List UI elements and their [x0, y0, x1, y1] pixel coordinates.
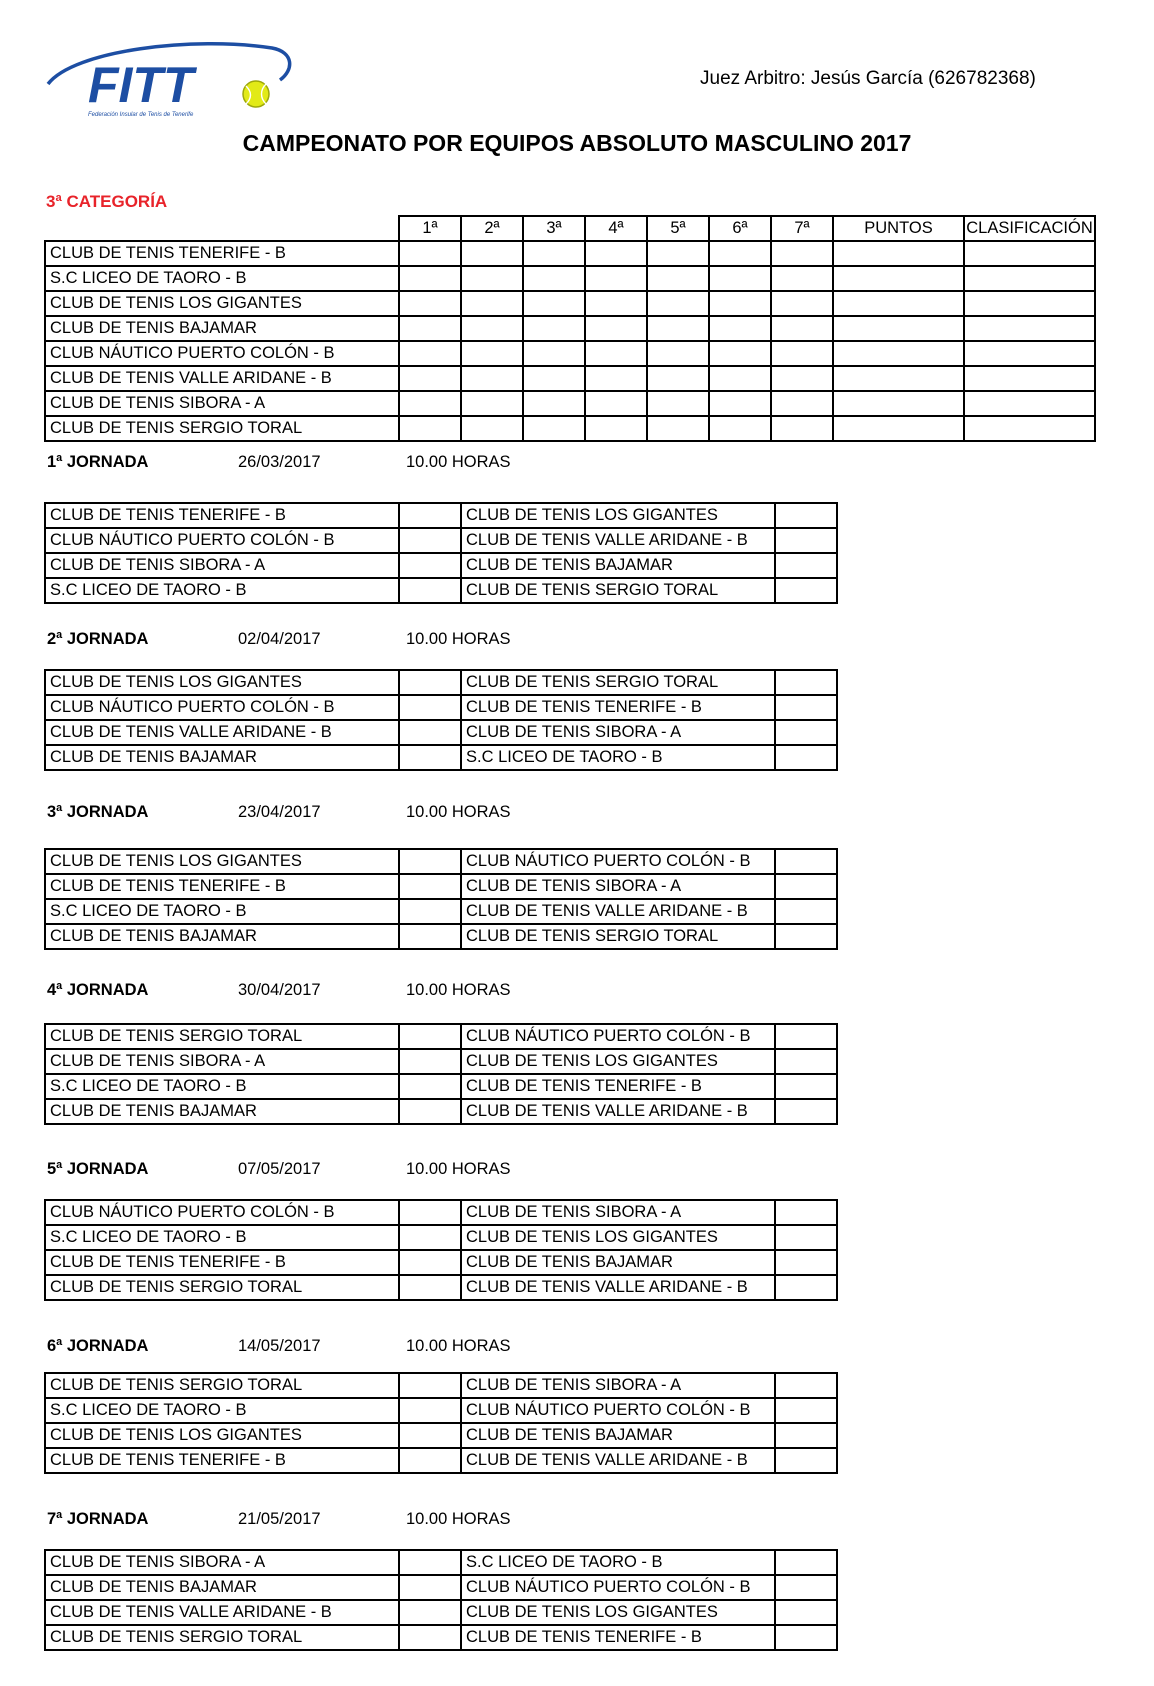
away-score-cell [775, 670, 837, 695]
match-row [45, 1398, 837, 1423]
result-cell [399, 291, 461, 316]
round-date: 21/05/2017 [238, 1510, 321, 1528]
round-time: 10.00 HORAS [406, 981, 511, 999]
match-row [45, 745, 837, 770]
team-name: CLUB DE TENIS BAJAMAR [45, 316, 399, 341]
home-team: CLUB DE TENIS SERGIO TORAL [45, 1275, 399, 1300]
away-score-cell [775, 1074, 837, 1099]
matches-table [44, 1023, 838, 1125]
match-row [45, 1600, 837, 1625]
match-row [45, 1074, 837, 1099]
category-label: 3ª CATEGORÍA [46, 192, 168, 211]
round-date: 07/05/2017 [238, 1160, 321, 1178]
standings-header-row [45, 216, 1095, 241]
match-row [45, 1250, 837, 1275]
round-date: 23/04/2017 [238, 803, 321, 821]
home-score-cell [399, 1074, 461, 1099]
result-cell [647, 316, 709, 341]
home-score-cell [399, 503, 461, 528]
page-title: CAMPEONATO POR EQUIPOS ABSOLUTO MASCULINO 2017 [242, 130, 912, 156]
result-cell [771, 366, 833, 391]
away-team: CLUB DE TENIS SIBORA - A [461, 1200, 775, 1225]
team-name: CLUB DE TENIS SERGIO TORAL [45, 416, 399, 441]
home-score-cell [399, 1200, 461, 1225]
home-score-cell [399, 1099, 461, 1124]
home-team: CLUB NÁUTICO PUERTO COLÓN - B [45, 1200, 399, 1225]
away-team: CLUB DE TENIS LOS GIGANTES [461, 1049, 775, 1074]
away-score-cell [775, 1225, 837, 1250]
round-header [0, 1157, 1154, 1181]
result-cell [709, 391, 771, 416]
home-score-cell [399, 1250, 461, 1275]
home-score-cell [399, 1550, 461, 1575]
result-cell [523, 416, 585, 441]
matches-table [44, 669, 838, 771]
standings-column-header: 1ª [399, 216, 461, 241]
result-cell [585, 266, 647, 291]
result-cell [523, 291, 585, 316]
round-time: 10.00 HORAS [406, 1337, 511, 1355]
away-score-cell [775, 1550, 837, 1575]
away-team: CLUB DE TENIS SIBORA - A [461, 720, 775, 745]
home-team: CLUB DE TENIS SIBORA - A [45, 1049, 399, 1074]
logo-subtitle: Federación Insular de Tenis de Tenerife [88, 112, 194, 118]
match-row [45, 1275, 837, 1300]
match-row [45, 1200, 837, 1225]
away-team: CLUB DE TENIS VALLE ARIDANE - B [461, 1448, 775, 1473]
standings-row [45, 416, 1095, 441]
match-row [45, 1099, 837, 1124]
home-team: S.C LICEO DE TAORO - B [45, 899, 399, 924]
home-score-cell [399, 578, 461, 603]
result-cell [523, 341, 585, 366]
result-cell [399, 391, 461, 416]
away-score-cell [775, 1373, 837, 1398]
match-row [45, 1448, 837, 1473]
home-score-cell [399, 1448, 461, 1473]
away-team: CLUB NÁUTICO PUERTO COLÓN - B [461, 1398, 775, 1423]
result-cell [771, 291, 833, 316]
result-cell [964, 391, 1095, 416]
home-score-cell [399, 1575, 461, 1600]
away-score-cell [775, 1024, 837, 1049]
result-cell [399, 266, 461, 291]
standings-column-header: PUNTOS [833, 216, 964, 241]
round-time: 10.00 HORAS [406, 1160, 511, 1178]
matches-table [44, 1549, 838, 1651]
home-team: CLUB DE TENIS SIBORA - A [45, 553, 399, 578]
round-time: 10.00 HORAS [406, 453, 511, 471]
away-team: CLUB DE TENIS SERGIO TORAL [461, 578, 775, 603]
match-row [45, 1049, 837, 1074]
team-name: CLUB NÁUTICO PUERTO COLÓN - B [45, 341, 399, 366]
match-row [45, 1550, 837, 1575]
away-team: CLUB DE TENIS SIBORA - A [461, 1373, 775, 1398]
result-cell [461, 416, 523, 441]
result-cell [399, 366, 461, 391]
standings-column-header: 2ª [461, 216, 523, 241]
away-score-cell [775, 1099, 837, 1124]
round-label: 6ª JORNADA [47, 1337, 149, 1355]
home-score-cell [399, 924, 461, 949]
away-team: CLUB DE TENIS LOS GIGANTES [461, 1225, 775, 1250]
round-date: 26/03/2017 [238, 453, 321, 471]
result-cell [523, 241, 585, 266]
result-cell [709, 316, 771, 341]
fitt-logo [44, 40, 300, 120]
standings-row [45, 391, 1095, 416]
result-cell [833, 291, 964, 316]
match-row [45, 874, 837, 899]
standings-column-header: 6ª [709, 216, 771, 241]
result-cell [709, 241, 771, 266]
away-score-cell [775, 874, 837, 899]
home-team: CLUB DE TENIS VALLE ARIDANE - B [45, 1600, 399, 1625]
result-cell [399, 416, 461, 441]
standings-row [45, 341, 1095, 366]
result-cell [399, 316, 461, 341]
away-score-cell [775, 849, 837, 874]
away-score-cell [775, 899, 837, 924]
home-team: CLUB DE TENIS BAJAMAR [45, 745, 399, 770]
round-header [0, 627, 1154, 651]
result-cell [399, 241, 461, 266]
team-name: CLUB DE TENIS TENERIFE - B [45, 241, 399, 266]
home-team: CLUB DE TENIS VALLE ARIDANE - B [45, 720, 399, 745]
home-team: CLUB DE TENIS BAJAMAR [45, 1099, 399, 1124]
result-cell [647, 266, 709, 291]
result-cell [964, 416, 1095, 441]
home-team: CLUB DE TENIS LOS GIGANTES [45, 849, 399, 874]
match-row [45, 528, 837, 553]
standings-row [45, 366, 1095, 391]
away-score-cell [775, 720, 837, 745]
result-cell [461, 391, 523, 416]
round-time: 10.00 HORAS [406, 630, 511, 648]
home-score-cell [399, 553, 461, 578]
away-score-cell [775, 745, 837, 770]
result-cell [585, 291, 647, 316]
away-score-cell [775, 1423, 837, 1448]
away-score-cell [775, 1200, 837, 1225]
away-team: CLUB DE TENIS BAJAMAR [461, 1250, 775, 1275]
result-cell [771, 266, 833, 291]
home-team: CLUB NÁUTICO PUERTO COLÓN - B [45, 528, 399, 553]
standings-row [45, 316, 1095, 341]
home-score-cell [399, 1049, 461, 1074]
round-label: 1ª JORNADA [47, 453, 149, 471]
result-cell [771, 241, 833, 266]
result-cell [461, 366, 523, 391]
home-score-cell [399, 695, 461, 720]
result-cell [833, 241, 964, 266]
result-cell [771, 391, 833, 416]
result-cell [964, 266, 1095, 291]
result-cell [964, 341, 1095, 366]
result-cell [585, 341, 647, 366]
home-score-cell [399, 1423, 461, 1448]
result-cell [771, 316, 833, 341]
result-cell [964, 316, 1095, 341]
match-row [45, 1575, 837, 1600]
home-score-cell [399, 1625, 461, 1650]
match-row [45, 670, 837, 695]
standings-row [45, 266, 1095, 291]
match-row [45, 1423, 837, 1448]
round-date: 02/04/2017 [238, 630, 321, 648]
round-label: 3ª JORNADA [47, 803, 149, 821]
result-cell [833, 266, 964, 291]
round-label: 5ª JORNADA [47, 1160, 149, 1178]
standings-column-header: 5ª [647, 216, 709, 241]
result-cell [709, 366, 771, 391]
result-cell [523, 266, 585, 291]
result-cell [461, 291, 523, 316]
away-team: CLUB DE TENIS VALLE ARIDANE - B [461, 1275, 775, 1300]
away-team: CLUB DE TENIS VALLE ARIDANE - B [461, 1099, 775, 1124]
home-team: CLUB DE TENIS TENERIFE - B [45, 1250, 399, 1275]
referee-info: Juez Arbitro: Jesús García (626782368) [700, 68, 1036, 89]
result-cell [585, 391, 647, 416]
away-team: CLUB DE TENIS LOS GIGANTES [461, 503, 775, 528]
home-team: CLUB DE TENIS SIBORA - A [45, 1550, 399, 1575]
away-team: CLUB DE TENIS SERGIO TORAL [461, 924, 775, 949]
away-team: CLUB NÁUTICO PUERTO COLÓN - B [461, 849, 775, 874]
round-date: 30/04/2017 [238, 981, 321, 999]
result-cell [523, 366, 585, 391]
match-row [45, 578, 837, 603]
away-score-cell [775, 503, 837, 528]
home-team: CLUB DE TENIS LOS GIGANTES [45, 670, 399, 695]
away-score-cell [775, 1275, 837, 1300]
home-score-cell [399, 874, 461, 899]
standings-table [44, 215, 1096, 442]
logo-text: FITT [88, 57, 194, 113]
away-team: CLUB DE TENIS SERGIO TORAL [461, 670, 775, 695]
match-row [45, 1024, 837, 1049]
away-team: CLUB DE TENIS BAJAMAR [461, 1423, 775, 1448]
home-score-cell [399, 1225, 461, 1250]
away-team: CLUB NÁUTICO PUERTO COLÓN - B [461, 1575, 775, 1600]
result-cell [964, 241, 1095, 266]
round-label: 2ª JORNADA [47, 630, 149, 648]
team-name: CLUB DE TENIS LOS GIGANTES [45, 291, 399, 316]
away-team: CLUB DE TENIS SIBORA - A [461, 874, 775, 899]
home-team: CLUB DE TENIS LOS GIGANTES [45, 1423, 399, 1448]
away-score-cell [775, 1250, 837, 1275]
away-team: CLUB DE TENIS VALLE ARIDANE - B [461, 899, 775, 924]
away-score-cell [775, 1625, 837, 1650]
result-cell [833, 416, 964, 441]
home-score-cell [399, 1275, 461, 1300]
matches-table [44, 1199, 838, 1301]
away-score-cell [775, 1600, 837, 1625]
home-team: S.C LICEO DE TAORO - B [45, 1398, 399, 1423]
result-cell [964, 291, 1095, 316]
round-header [0, 1507, 1154, 1531]
result-cell [833, 366, 964, 391]
home-score-cell [399, 1398, 461, 1423]
home-score-cell [399, 528, 461, 553]
home-team: CLUB NÁUTICO PUERTO COLÓN - B [45, 695, 399, 720]
result-cell [523, 391, 585, 416]
result-cell [709, 266, 771, 291]
team-name: S.C LICEO DE TAORO - B [45, 266, 399, 291]
away-score-cell [775, 553, 837, 578]
match-row [45, 553, 837, 578]
round-label: 4ª JORNADA [47, 981, 149, 999]
result-cell [833, 391, 964, 416]
home-team: S.C LICEO DE TAORO - B [45, 1074, 399, 1099]
matches-table [44, 502, 838, 604]
result-cell [461, 241, 523, 266]
round-date: 14/05/2017 [238, 1337, 321, 1355]
matches-table [44, 848, 838, 950]
result-cell [461, 341, 523, 366]
result-cell [399, 341, 461, 366]
result-cell [647, 341, 709, 366]
match-row [45, 1225, 837, 1250]
standings-row [45, 291, 1095, 316]
match-row [45, 849, 837, 874]
result-cell [461, 316, 523, 341]
home-score-cell [399, 720, 461, 745]
home-score-cell [399, 670, 461, 695]
round-header [0, 450, 1154, 474]
result-cell [964, 366, 1095, 391]
home-score-cell [399, 849, 461, 874]
result-cell [585, 366, 647, 391]
result-cell [647, 241, 709, 266]
result-cell [709, 291, 771, 316]
standings-column-header: 4ª [585, 216, 647, 241]
round-header [0, 800, 1154, 824]
round-header [0, 1334, 1154, 1358]
home-team: CLUB DE TENIS SERGIO TORAL [45, 1373, 399, 1398]
away-score-cell [775, 578, 837, 603]
result-cell [585, 416, 647, 441]
away-team: CLUB DE TENIS VALLE ARIDANE - B [461, 528, 775, 553]
standings-row [45, 241, 1095, 266]
match-row [45, 1373, 837, 1398]
home-team: CLUB DE TENIS SERGIO TORAL [45, 1625, 399, 1650]
round-header [0, 978, 1154, 1002]
match-row [45, 899, 837, 924]
away-score-cell [775, 1049, 837, 1074]
result-cell [461, 266, 523, 291]
away-team: S.C LICEO DE TAORO - B [461, 745, 775, 770]
match-row [45, 1625, 837, 1650]
match-row [45, 503, 837, 528]
standings-column-header: 3ª [523, 216, 585, 241]
result-cell [647, 391, 709, 416]
home-score-cell [399, 899, 461, 924]
result-cell [771, 341, 833, 366]
result-cell [523, 316, 585, 341]
away-team: CLUB DE TENIS BAJAMAR [461, 553, 775, 578]
away-team: CLUB DE TENIS TENERIFE - B [461, 695, 775, 720]
result-cell [833, 341, 964, 366]
result-cell [647, 291, 709, 316]
home-score-cell [399, 745, 461, 770]
round-time: 10.00 HORAS [406, 1510, 511, 1528]
home-score-cell [399, 1373, 461, 1398]
home-team: S.C LICEO DE TAORO - B [45, 578, 399, 603]
home-team: S.C LICEO DE TAORO - B [45, 1225, 399, 1250]
result-cell [771, 416, 833, 441]
round-time: 10.00 HORAS [406, 803, 511, 821]
home-team: CLUB DE TENIS BAJAMAR [45, 1575, 399, 1600]
home-team: CLUB DE TENIS TENERIFE - B [45, 1448, 399, 1473]
round-label: 7ª JORNADA [47, 1510, 149, 1528]
away-team: CLUB DE TENIS LOS GIGANTES [461, 1600, 775, 1625]
match-row [45, 924, 837, 949]
match-row [45, 720, 837, 745]
result-cell [709, 416, 771, 441]
away-score-cell [775, 528, 837, 553]
team-name: CLUB DE TENIS SIBORA - A [45, 391, 399, 416]
home-score-cell [399, 1600, 461, 1625]
result-cell [833, 316, 964, 341]
away-score-cell [775, 1575, 837, 1600]
result-cell [647, 366, 709, 391]
away-team: CLUB DE TENIS TENERIFE - B [461, 1074, 775, 1099]
header-blank-cell [45, 216, 399, 241]
result-cell [709, 341, 771, 366]
home-team: CLUB DE TENIS TENERIFE - B [45, 874, 399, 899]
result-cell [585, 316, 647, 341]
home-team: CLUB DE TENIS TENERIFE - B [45, 503, 399, 528]
away-team: CLUB DE TENIS TENERIFE - B [461, 1625, 775, 1650]
away-score-cell [775, 924, 837, 949]
team-name: CLUB DE TENIS VALLE ARIDANE - B [45, 366, 399, 391]
away-team: CLUB NÁUTICO PUERTO COLÓN - B [461, 1024, 775, 1049]
home-score-cell [399, 1024, 461, 1049]
result-cell [585, 241, 647, 266]
standings-column-header: CLASIFICACIÓN [964, 216, 1095, 241]
home-team: CLUB DE TENIS BAJAMAR [45, 924, 399, 949]
away-team: S.C LICEO DE TAORO - B [461, 1550, 775, 1575]
match-row [45, 695, 837, 720]
away-score-cell [775, 695, 837, 720]
result-cell [647, 416, 709, 441]
matches-table [44, 1372, 838, 1474]
home-team: CLUB DE TENIS SERGIO TORAL [45, 1024, 399, 1049]
away-score-cell [775, 1398, 837, 1423]
standings-column-header: 7ª [771, 216, 833, 241]
away-score-cell [775, 1448, 837, 1473]
